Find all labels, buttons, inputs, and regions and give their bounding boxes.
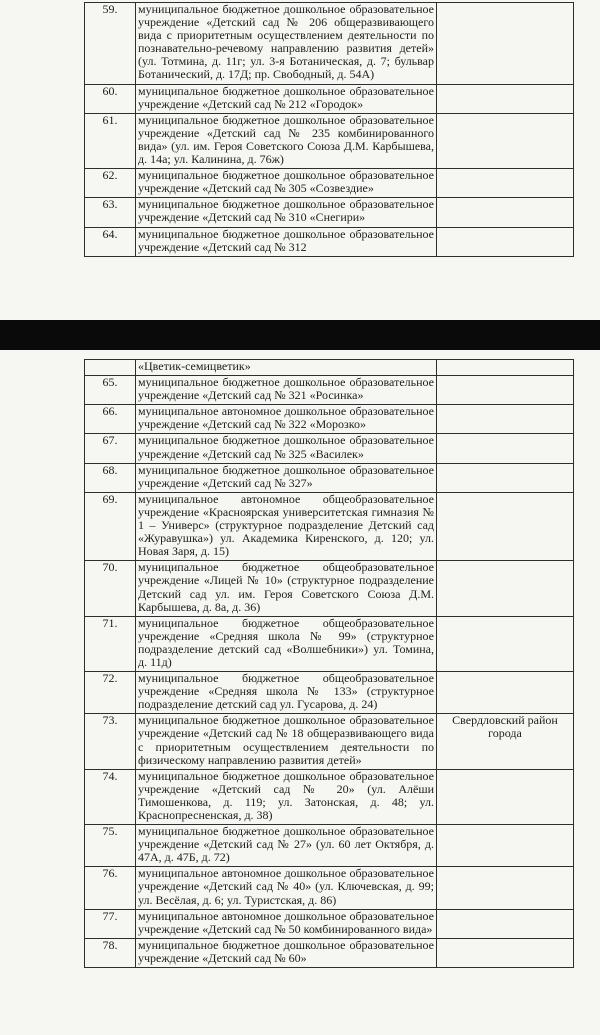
district-cell: [437, 938, 574, 967]
table-row: [85, 867, 574, 909]
district-cell: [437, 463, 574, 492]
table-row: [85, 909, 574, 938]
table-row: [85, 714, 574, 769]
institution-name-cell: муниципальное бюджетное дошкольное образовательное учреждение «Детский сад № 235 комбинированного вида» (ул. им. Героя Советского Союза Д.М. Карбышева, д. 14а; ул. Калинина, д. 76ж): [136, 113, 437, 168]
institution-name-cell: муниципальное бюджетное дошкольное образовательное учреждение «Детский сад № 305 «Созвездие»: [136, 169, 437, 198]
row-number-cell: 71.: [85, 616, 136, 671]
district-cell: [437, 492, 574, 560]
institutions-table: [84, 359, 574, 968]
table-row: [85, 434, 574, 463]
institution-name-cell: муниципальное бюджетное дошкольное образовательное учреждение «Детский сад № 20» (ул. Алёши Тимошенкова, д. 119; ул. Затонская, д. 48; ул. Краснопресненская, д. 38): [136, 769, 437, 824]
row-number-cell: 72.: [85, 672, 136, 714]
row-number-cell: 73.: [85, 714, 136, 769]
row-number-cell: 61.: [85, 113, 136, 168]
district-cell: [437, 113, 574, 168]
row-number-cell: 78.: [85, 938, 136, 967]
district-cell: [437, 909, 574, 938]
institution-name-cell: муниципальное автономное дошкольное образовательное учреждение «Детский сад № 50 комбинированного вида»: [136, 909, 437, 938]
district-cell: [437, 769, 574, 824]
document-page-1: [0, 0, 600, 320]
row-number-cell: 68.: [85, 463, 136, 492]
row-number-cell: 63.: [85, 198, 136, 227]
table-row: [85, 227, 574, 256]
row-number-cell: 70.: [85, 561, 136, 616]
institution-name-cell: муниципальное бюджетное дошкольное образовательное учреждение «Детский сад № 327»: [136, 463, 437, 492]
district-cell: [437, 405, 574, 434]
district-cell: [437, 360, 574, 376]
table-row: [85, 169, 574, 198]
district-cell: [437, 825, 574, 867]
district-cell: [437, 169, 574, 198]
table-row: [85, 672, 574, 714]
row-number-cell: 65.: [85, 376, 136, 405]
institution-name-cell: муниципальное бюджетное дошкольное образовательное учреждение «Детский сад № 310 «Снегири»: [136, 198, 437, 227]
table-row: [85, 561, 574, 616]
institution-name-cell: муниципальное бюджетное дошкольное образовательное учреждение «Детский сад № 18 общеразвивающего вида с приоритетным осуществлением деятельности по физическому направлению развития детей»: [136, 714, 437, 769]
institution-name-cell: муниципальное бюджетное дошкольное образовательное учреждение «Детский сад № 27» (ул. 60 лет Октября, д. 47А, д. 47Б, д. 72): [136, 825, 437, 867]
row-number-cell: 75.: [85, 825, 136, 867]
row-number-cell: 64.: [85, 227, 136, 256]
district-cell: [437, 227, 574, 256]
table-row: [85, 113, 574, 168]
table-row: [85, 3, 574, 85]
district-cell: [437, 672, 574, 714]
page-gap: [0, 320, 600, 350]
table-row: [85, 84, 574, 113]
district-cell: [437, 867, 574, 909]
institution-name-cell: муниципальное бюджетное дошкольное образовательное учреждение «Детский сад № 325 «Василек»: [136, 434, 437, 463]
row-number-cell: 66.: [85, 405, 136, 434]
table-row: [85, 769, 574, 824]
table-body: [85, 360, 574, 968]
institutions-table: [84, 2, 574, 257]
table-row: [85, 825, 574, 867]
row-number-cell: 62.: [85, 169, 136, 198]
table-row: [85, 360, 574, 376]
institution-name-cell: муниципальное автономное дошкольное образовательное учреждение «Детский сад № 322 «Морозко»: [136, 405, 437, 434]
row-number-cell: [85, 360, 136, 376]
table-row: [85, 616, 574, 671]
district-cell: [437, 561, 574, 616]
district-cell: [437, 376, 574, 405]
district-cell: [437, 434, 574, 463]
table-row: [85, 376, 574, 405]
institution-name-cell: муниципальное бюджетное дошкольное образовательное учреждение «Детский сад № 212 «Городок»: [136, 84, 437, 113]
institution-name-cell: муниципальное бюджетное дошкольное образовательное учреждение «Детский сад № 312: [136, 227, 437, 256]
table-row: [85, 198, 574, 227]
institution-name-cell: муниципальное автономное дошкольное образовательное учреждение «Детский сад № 40» (ул. Ключевская, д. 99; ул. Весёлая, д. 6; ул. Туристская, д. 86): [136, 867, 437, 909]
row-number-cell: 67.: [85, 434, 136, 463]
row-number-cell: 74.: [85, 769, 136, 824]
district-cell: [437, 198, 574, 227]
institution-name-cell: муниципальное автономное общеобразовательное учреждение «Красноярская университетская гимназия № 1 – Универс» (структурное подразделение Детский сад «Журавушка») ул. Академика Киренского, д. 120; ул. Новая Заря, д. 15): [136, 492, 437, 560]
document-page-2: [0, 350, 600, 1035]
institution-name-cell: муниципальное бюджетное общеобразовательное учреждение «Средняя школа № 133» (структурное подразделение детский сад ул. Гусарова, д. 24): [136, 672, 437, 714]
row-number-cell: 76.: [85, 867, 136, 909]
table-row: [85, 938, 574, 967]
district-cell: [437, 3, 574, 85]
institution-name-cell: муниципальное бюджетное дошкольное образовательное учреждение «Детский сад № 60»: [136, 938, 437, 967]
row-number-cell: 69.: [85, 492, 136, 560]
row-number-cell: 59.: [85, 3, 136, 85]
institution-name-cell: «Цветик-семицветик»: [136, 360, 437, 376]
institution-name-cell: муниципальное бюджетное общеобразовательное учреждение «Лицей № 10» (структурное подразделение Детский сад ул. им. Героя Советского Союза Д.М. Карбышева, д. 8а, д. 36): [136, 561, 437, 616]
table-row: [85, 463, 574, 492]
institution-name-cell: муниципальное бюджетное общеобразовательное учреждение «Средняя школа № 99» (структурное подразделение детский сад «Волшебники») ул. Томина, д. 11д): [136, 616, 437, 671]
institution-name-cell: муниципальное бюджетное дошкольное образовательное учреждение «Детский сад № 321 «Росинка»: [136, 376, 437, 405]
district-cell: Свердловский район города: [437, 714, 574, 769]
table-body: [85, 3, 574, 257]
district-cell: [437, 84, 574, 113]
table-row: [85, 492, 574, 560]
row-number-cell: 77.: [85, 909, 136, 938]
table-row: [85, 405, 574, 434]
row-number-cell: 60.: [85, 84, 136, 113]
district-cell: [437, 616, 574, 671]
institution-name-cell: муниципальное бюджетное дошкольное образовательное учреждение «Детский сад № 206 общеразвивающего вида с приоритетным осуществлением деятельности по познавательно-речевому направлению развития детей» (ул. Тотмина, д. 11г; ул. 3-я Ботаническая, д. 7; бульвар Ботанический, д. 17Д; пр. Свободный, д. 54А): [136, 3, 437, 85]
